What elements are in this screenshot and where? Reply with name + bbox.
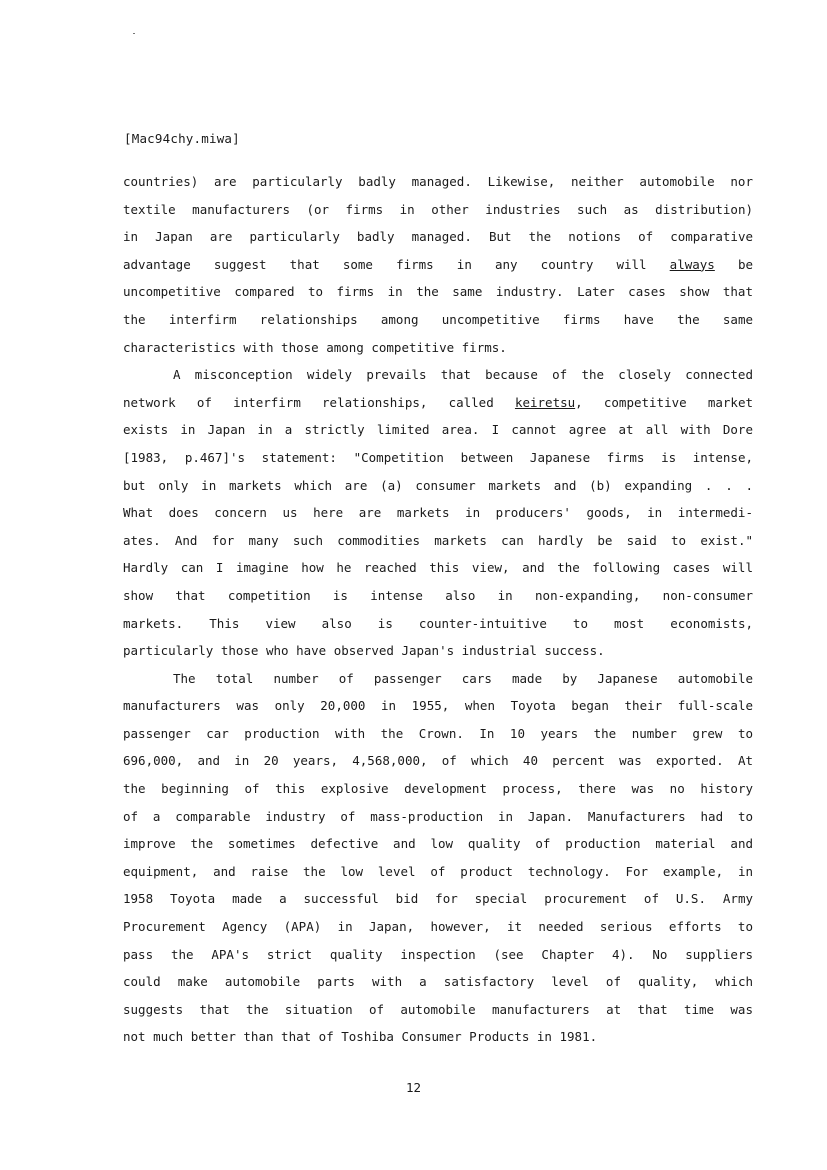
- text-line: textile manufacturers (or firms in other industries such as distribution): [123, 201, 753, 217]
- text-line: What does concern us here are markets in producers' goods, in intermedi-: [123, 505, 753, 521]
- text-line: [123, 251, 753, 279]
- text-line: pass the APA's strict quality inspection (see Chapter 4). No suppliers: [123, 946, 753, 962]
- text-line: Procurement Agency (APA) in Japan, however, it needed serious efforts to: [123, 919, 753, 935]
- underlined-term: keiretsu: [514, 394, 576, 410]
- text-segment: advantage suggest that some firms in any country will: [123, 256, 670, 272]
- text-line: show that competition is intense also in non-expanding, non-consumer: [123, 587, 753, 603]
- text-line: markets. This view also is counter-intuitive to most economists,: [123, 615, 753, 631]
- text-line: characteristics with those among competitive firms.: [123, 339, 507, 355]
- text-line: improve the sometimes defective and low quality of production material and: [123, 836, 753, 852]
- underlined-term: always: [669, 256, 715, 272]
- paragraph: [123, 665, 753, 1051]
- text-line: Hardly can I imagine how he reached this view, and the following cases will: [123, 560, 753, 576]
- text-segment: , competitive market: [575, 394, 753, 410]
- text-line: 1958 Toyota made a successful bid for special procurement of U.S. Army: [123, 891, 753, 907]
- text-line: uncompetitive compared to firms in the same industry. Later cases show that: [123, 284, 753, 300]
- text-line: of a comparable industry of mass-production in Japan. Manufacturers had to: [123, 808, 753, 824]
- text-line: but only in markets which are (a) consumer markets and (b) expanding . . .: [123, 477, 753, 493]
- text-line: A misconception widely prevails that because of the closely connected: [173, 367, 753, 383]
- scan-speck: [133, 33, 135, 34]
- text-line: in Japan are particularly badly managed. But the notions of comparative: [123, 229, 753, 245]
- text-line: countries) are particularly badly managed. Likewise, neither automobile nor: [123, 174, 753, 189]
- text-line: particularly those who have observed Japan's industrial success.: [123, 643, 605, 659]
- paragraph: [123, 361, 753, 665]
- body-text: [123, 168, 753, 1051]
- text-line: ates. And for many such commodities markets can hardly be said to exist.": [123, 532, 753, 548]
- text-line: suggests that the situation of automobile manufacturers at that time was: [123, 1001, 753, 1017]
- text-line: manufacturers was only 20,000 in 1955, when Toyota began their full-scale: [123, 698, 753, 714]
- paragraph: [123, 168, 753, 361]
- text-line: exists in Japan in a strictly limited area. I cannot agree at all with Dore: [123, 422, 753, 438]
- text-line: not much better than that of Toshiba Consumer Products in 1981.: [123, 1029, 598, 1045]
- text-line: passenger car production with the Crown. In 10 years the number grew to: [123, 725, 753, 741]
- document-id: [Mac94chy.miwa]: [124, 131, 240, 146]
- text-line: The total number of passenger cars made by Japanese automobile: [173, 670, 753, 686]
- text-line: the beginning of this explosive development process, there was no history: [123, 781, 753, 797]
- text-line: could make automobile parts with a satisfactory level of quality, which: [123, 974, 753, 990]
- page-number: 12: [405, 1080, 422, 1095]
- text-line: 696,000, and in 20 years, 4,568,000, of which 40 percent was exported. At: [123, 753, 753, 769]
- text-line: [123, 389, 753, 417]
- text-line: [1983, p.467]'s statement: "Competition between Japanese firms is intense,: [123, 449, 753, 465]
- text-line: the interfirm relationships among uncompetitive firms have the same: [123, 311, 753, 327]
- text-line: equipment, and raise the low level of product technology. For example, in: [123, 863, 753, 879]
- text-segment: network of interfirm relationships, called: [123, 394, 515, 410]
- text-segment: be: [714, 256, 753, 272]
